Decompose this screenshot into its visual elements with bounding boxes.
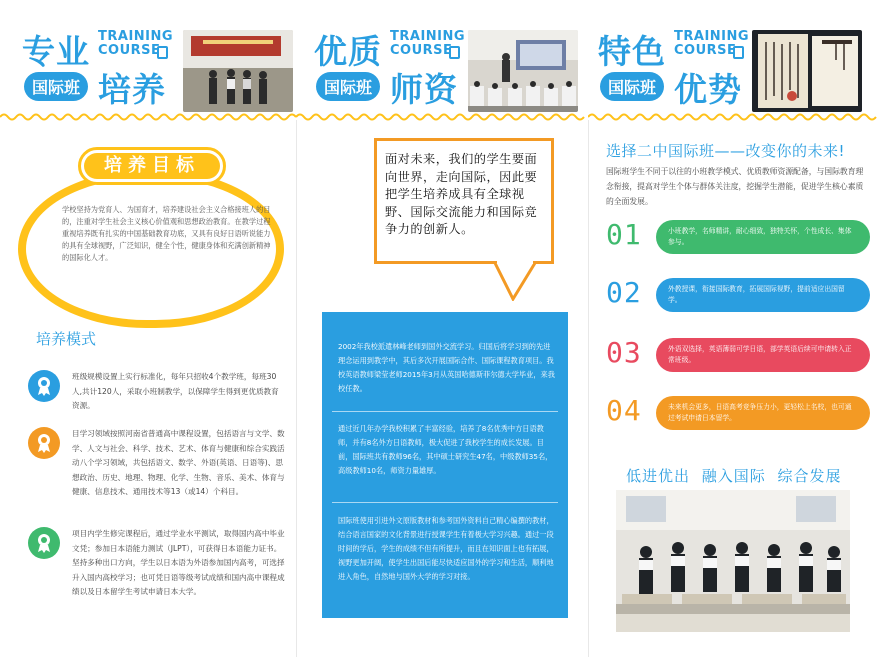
advantage-number: 02 xyxy=(606,276,642,309)
advantage-text: 外语双选择，英语薄弱可学日语，部学英语后续可申请转入正常班级。 xyxy=(656,338,870,372)
speech-bubble xyxy=(374,138,554,264)
panel-advantages xyxy=(588,0,882,657)
advantage-text: 外教授课，衔接国际教育，拓展国际视野，提前适应出国留学。 xyxy=(656,278,870,312)
separator xyxy=(332,502,558,503)
bubble-tail xyxy=(491,261,541,301)
advantage-item xyxy=(606,220,854,254)
training-word: TRAINING xyxy=(390,29,466,44)
header-title-bottom: 培养 xyxy=(98,70,166,109)
panel-header xyxy=(0,0,296,122)
classroom-photo xyxy=(468,30,578,112)
advantage-number: 03 xyxy=(606,336,642,369)
separator xyxy=(332,411,558,412)
goal-title: 培养目标 xyxy=(84,153,220,179)
header-pill: 国际班 xyxy=(600,72,664,101)
notebook-icon xyxy=(449,46,460,59)
award-icon xyxy=(28,370,60,402)
wave-border xyxy=(296,112,588,122)
wave-border xyxy=(0,112,296,122)
teachers-paragraph: 通过近几年办学我校积累了丰富经验，培养了8名优秀中方日语教师，并有8名外方日语教师，极大促进了我校学生的成长发展。目前，国际班共有教师96名，其中硕士研究生47名，中级教师35名，高级教师10名，师资力量雄厚。 xyxy=(338,424,553,475)
teachers-info-box xyxy=(322,312,568,618)
notebook-icon xyxy=(157,46,168,59)
teachers-paragraph: 国际班使用引进外文原版教材和参考国外资料自己精心编撰的教材，结合语言国家的文化背景进行授课学生有着极大学习兴趣。通过一段时间的学后，学生的成绩不但有所提升，而且在知识面上也有拓展，视野更加开阔，使学生出国后能尽快适应国外的学习和生活，顺利地进入角色，自然地与国外大学的学习对接。 xyxy=(338,516,554,581)
panel-header xyxy=(588,0,882,122)
training-word: TRAINING xyxy=(674,29,750,44)
bubble-text: 面对未来，我们的学生要面向世界，走向国际，因此要把学生培养成具有全球视野、国际交流能力和国际竞争力的创新人。 xyxy=(385,152,538,236)
advantages-title: 选择二中国际班——改变你的未来! xyxy=(606,142,846,160)
mode-item xyxy=(28,527,288,607)
advantage-item xyxy=(606,338,854,372)
header-pill: 国际班 xyxy=(316,72,380,101)
course-word: COURSE xyxy=(390,43,453,58)
students-photo xyxy=(616,490,850,632)
advantage-text: 未来机会更多，日语高考竞争压力小，更轻松上名校，也可通过考试申请日本留学。 xyxy=(656,396,870,430)
teachers-paragraph: 2002年我校派遣林峰老师到国外交流学习。归国后将学习到的先进理念运用到教学中，其后多次开展国际合作、国际课程教育项目。我校英语教师梁莹老师2015年3月从英国哈德斯菲尔德大学毕业，来我校任教。 xyxy=(338,342,555,393)
header-title-bottom: 师资 xyxy=(390,70,458,109)
certificate-photo xyxy=(752,30,862,112)
panel-training xyxy=(0,0,296,657)
wave-border xyxy=(588,112,882,122)
advantages-intro: 国际班学生不同于以往的小班教学模式、优质教师资源配备，与国际教育理念衔接，提高对学生个体与群体关注度，挖掘学生潜能，促进学生核心素质的全面发展。 xyxy=(606,167,864,206)
course-word: COURSE xyxy=(98,43,161,58)
header-title-top: 专业 xyxy=(22,32,90,71)
notebook-icon xyxy=(733,46,744,59)
header-pill: 国际班 xyxy=(24,72,88,101)
mode-text: 目学习领域按照河南省普通高中课程设置，包括语言与文学、数学、人文与社会、科学、技术、艺术、体育与健康和综合实践活动八个学习领域，共包括语文、数学、外语(英语、日语等)、思想政治、历史、地理、物理、化学、生物、音乐、美术、体育与健康、信息技术、通用技术等13（或14）个科目。 xyxy=(72,429,285,496)
slogan: 低进优出 融入国际 综合发展 xyxy=(626,467,842,485)
mode-text: 项目内学生修完课程后，通过学业水平测试，取得国内高中毕业文凭；参加日本语能力测试（JLPT），可获得日本语能力证书。坚持多种出口方向，学生以日本语为外语参加国内高考，可选择升入国内高校学习；也可凭日语等级考试成绩和国内高中课程成绩以及日本留学生考试申请日本大学。 xyxy=(72,529,285,596)
panel-header xyxy=(296,0,588,122)
group-photo xyxy=(183,30,293,112)
advantage-number: 01 xyxy=(606,218,642,251)
goal-description: 学校坚持为党育人、为国育才，培养建设社会主义合格接班人的目的，注重对学生社会主义核心价值观和思想政治教育。在教学过程重视培养既有扎实的中国基础教育功底，又具有良好日语听说能力的具有全球视野，广泛知识，健全个性，健康身体和充满创新精神的国际化人才。 xyxy=(62,205,271,262)
training-word: TRAINING xyxy=(98,29,174,44)
advantage-item xyxy=(606,278,854,312)
header-title-bottom: 优势 xyxy=(674,70,742,109)
mode-item xyxy=(28,370,288,420)
advantage-text: 小班教学，名师精讲，耐心细致，独特关怀，个性成长、集体参与。 xyxy=(656,220,870,254)
mode-item xyxy=(28,427,288,507)
mode-title: 培养模式 xyxy=(36,330,97,348)
goal-title-badge xyxy=(78,147,226,185)
award-icon xyxy=(28,427,60,459)
award-icon xyxy=(28,527,60,559)
panel-teachers xyxy=(296,0,588,657)
advantage-number: 04 xyxy=(606,394,642,427)
advantage-item xyxy=(606,396,854,430)
header-title-top: 特色 xyxy=(598,32,666,71)
mode-text: 班级规模设置上实行标准化，每年只招收4个教学班，每班30人,共计120人，采取小班制教学，以保障学生得到更优质教育资源。 xyxy=(72,372,279,410)
header-title-top: 优质 xyxy=(314,32,382,71)
course-word: COURSE xyxy=(674,43,737,58)
